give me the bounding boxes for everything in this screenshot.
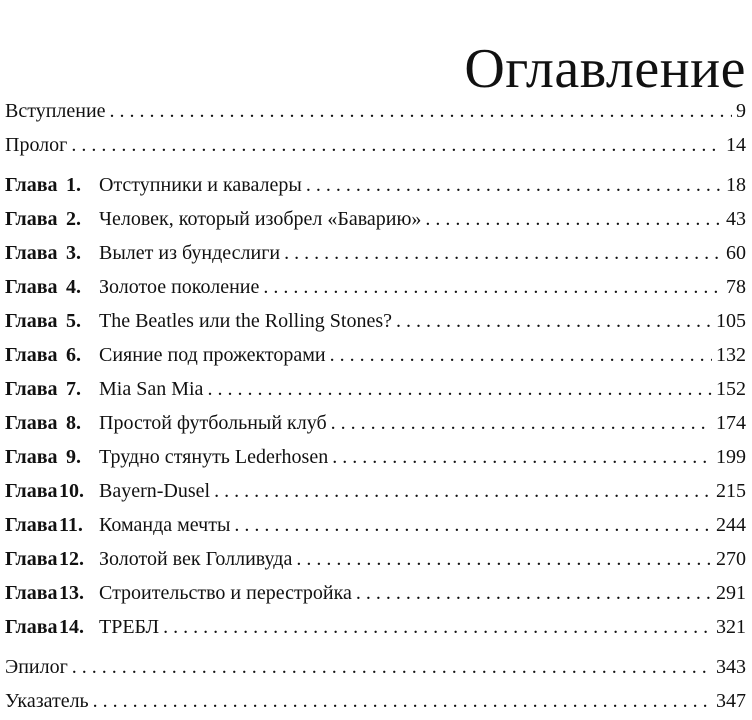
toc-entry-chapter[interactable] <box>5 576 746 610</box>
dot-leader <box>296 542 712 576</box>
toc-entry-label: Золотое поколение <box>99 276 260 298</box>
chapter-word: Глава <box>5 412 58 434</box>
toc-entry-chapter[interactable] <box>5 202 746 236</box>
chapter-word: Глава <box>5 582 58 604</box>
toc-entry-label: The Beatles или the Rolling Stones? <box>99 310 393 332</box>
toc-page-number: 105 <box>716 310 746 332</box>
chapter-prefix <box>5 236 93 270</box>
dot-leader <box>207 372 712 406</box>
page-title: Оглавление <box>464 37 746 100</box>
chapter-prefix <box>5 440 93 474</box>
toc-entry-label: Bayern-Dusel <box>99 480 211 502</box>
toc-entry-label: ТРЕБЛ <box>99 616 160 638</box>
chapter-number: 13. <box>59 582 84 604</box>
chapter-number: 11. <box>59 514 83 536</box>
dot-leader <box>284 236 722 270</box>
toc-entry-label: Простой футбольный клуб <box>99 412 327 434</box>
toc-page-number: 215 <box>716 480 746 502</box>
chapter-word: Глава <box>5 310 58 332</box>
toc-entry-label: Трудно стянуть Lederhosen <box>99 446 329 468</box>
toc-entry-label: Пролог <box>5 134 68 156</box>
chapter-number: 14. <box>59 616 84 638</box>
chapter-word: Глава <box>5 276 58 298</box>
chapter-number: 6. <box>66 344 81 366</box>
toc-entry-chapter[interactable] <box>5 542 746 576</box>
toc-entry-label: Mia San Mia <box>99 378 204 400</box>
toc-entry-prologue[interactable] <box>5 128 746 162</box>
dot-leader <box>332 440 712 474</box>
dot-leader <box>331 406 712 440</box>
dot-leader <box>72 650 712 684</box>
toc-entry-index[interactable] <box>5 684 746 718</box>
toc-entry-label: Строительство и перестройка <box>99 582 352 604</box>
toc-page-number: 199 <box>716 446 746 468</box>
chapter-word: Глава <box>5 378 58 400</box>
toc-entry-chapter[interactable] <box>5 508 746 542</box>
chapter-number: 3. <box>66 242 81 264</box>
toc-entry-label: Сияние под прожекторами <box>99 344 326 366</box>
chapter-prefix <box>5 576 93 610</box>
toc-entry-intro[interactable] <box>5 94 746 128</box>
toc-page-number: 244 <box>716 514 746 536</box>
toc-entry-label: Эпилог <box>5 656 68 678</box>
chapter-list <box>5 168 746 644</box>
toc-page-number: 174 <box>716 412 746 434</box>
toc-page-number: 291 <box>716 582 746 604</box>
chapter-number: 8. <box>66 412 81 434</box>
toc-entry-chapter[interactable] <box>5 474 746 508</box>
toc-page-number: 9 <box>736 100 746 122</box>
dot-leader <box>71 128 722 162</box>
toc-entry-epilogue[interactable] <box>5 650 746 684</box>
chapter-word: Глава <box>5 446 58 468</box>
chapter-prefix <box>5 202 93 236</box>
dot-leader <box>163 610 712 644</box>
toc-entry-chapter[interactable] <box>5 440 746 474</box>
toc-page-number: 78 <box>726 276 746 298</box>
chapter-number: 5. <box>66 310 81 332</box>
chapter-prefix <box>5 372 93 406</box>
toc-page-number: 43 <box>726 208 746 230</box>
dot-leader <box>425 202 722 236</box>
dot-leader <box>110 94 732 128</box>
toc-page-number: 152 <box>716 378 746 400</box>
chapter-word: Глава <box>5 548 58 570</box>
chapter-number: 1. <box>66 174 81 196</box>
chapter-number: 9. <box>66 446 81 468</box>
chapter-prefix <box>5 270 93 304</box>
chapter-word: Глава <box>5 242 58 264</box>
toc-page-number: 18 <box>726 174 746 196</box>
dot-leader <box>356 576 712 610</box>
toc-entry-label: Золотой век Голливуда <box>99 548 293 570</box>
chapter-word: Глава <box>5 344 58 366</box>
toc-entry-label: Вступление <box>5 100 106 122</box>
chapter-prefix <box>5 542 93 576</box>
toc-page-number: 60 <box>726 242 746 264</box>
dot-leader <box>396 304 712 338</box>
chapter-number: 2. <box>66 208 81 230</box>
toc-page-number: 132 <box>716 344 746 366</box>
toc-entry-chapter[interactable] <box>5 270 746 304</box>
toc-page-number: 270 <box>716 548 746 570</box>
chapter-number: 10. <box>59 480 84 502</box>
chapter-word: Глава <box>5 616 58 638</box>
chapter-word: Глава <box>5 174 58 196</box>
chapter-word: Глава <box>5 208 58 230</box>
toc-entry-label: Отступники и кавалеры <box>99 174 302 196</box>
toc-entry-chapter[interactable] <box>5 406 746 440</box>
chapter-prefix <box>5 168 93 202</box>
chapter-prefix <box>5 338 93 372</box>
chapter-prefix <box>5 610 93 644</box>
toc-entry-chapter[interactable] <box>5 168 746 202</box>
chapter-word: Глава <box>5 514 58 536</box>
chapter-number: 4. <box>66 276 81 298</box>
toc-page-number: 343 <box>716 656 746 678</box>
toc-page-number: 321 <box>716 616 746 638</box>
toc-entry-chapter[interactable] <box>5 610 746 644</box>
toc-entry-label: Вылет из бундеслиги <box>99 242 281 264</box>
chapter-number: 12. <box>59 548 84 570</box>
dot-leader <box>263 270 722 304</box>
chapter-number: 7. <box>66 378 81 400</box>
toc-entry-label: Человек, который изобрел «Баварию» <box>99 208 422 230</box>
toc-entry-label: Указатель <box>5 690 89 712</box>
dot-leader <box>306 168 722 202</box>
chapter-prefix <box>5 474 93 508</box>
dot-leader <box>93 684 712 718</box>
toc-page-number: 14 <box>726 134 746 156</box>
dot-leader <box>234 508 712 542</box>
toc-entry-chapter[interactable] <box>5 236 746 270</box>
chapter-prefix <box>5 406 93 440</box>
chapter-prefix <box>5 304 93 338</box>
dot-leader <box>214 474 712 508</box>
toc-entry-label: Команда мечты <box>99 514 231 536</box>
chapter-prefix <box>5 508 93 542</box>
toc-entry-chapter[interactable] <box>5 304 746 338</box>
toc-entry-chapter[interactable] <box>5 338 746 372</box>
table-of-contents <box>5 94 746 718</box>
toc-entry-chapter[interactable] <box>5 372 746 406</box>
chapter-word: Глава <box>5 480 58 502</box>
dot-leader <box>330 338 712 372</box>
toc-page-number: 347 <box>716 690 746 712</box>
